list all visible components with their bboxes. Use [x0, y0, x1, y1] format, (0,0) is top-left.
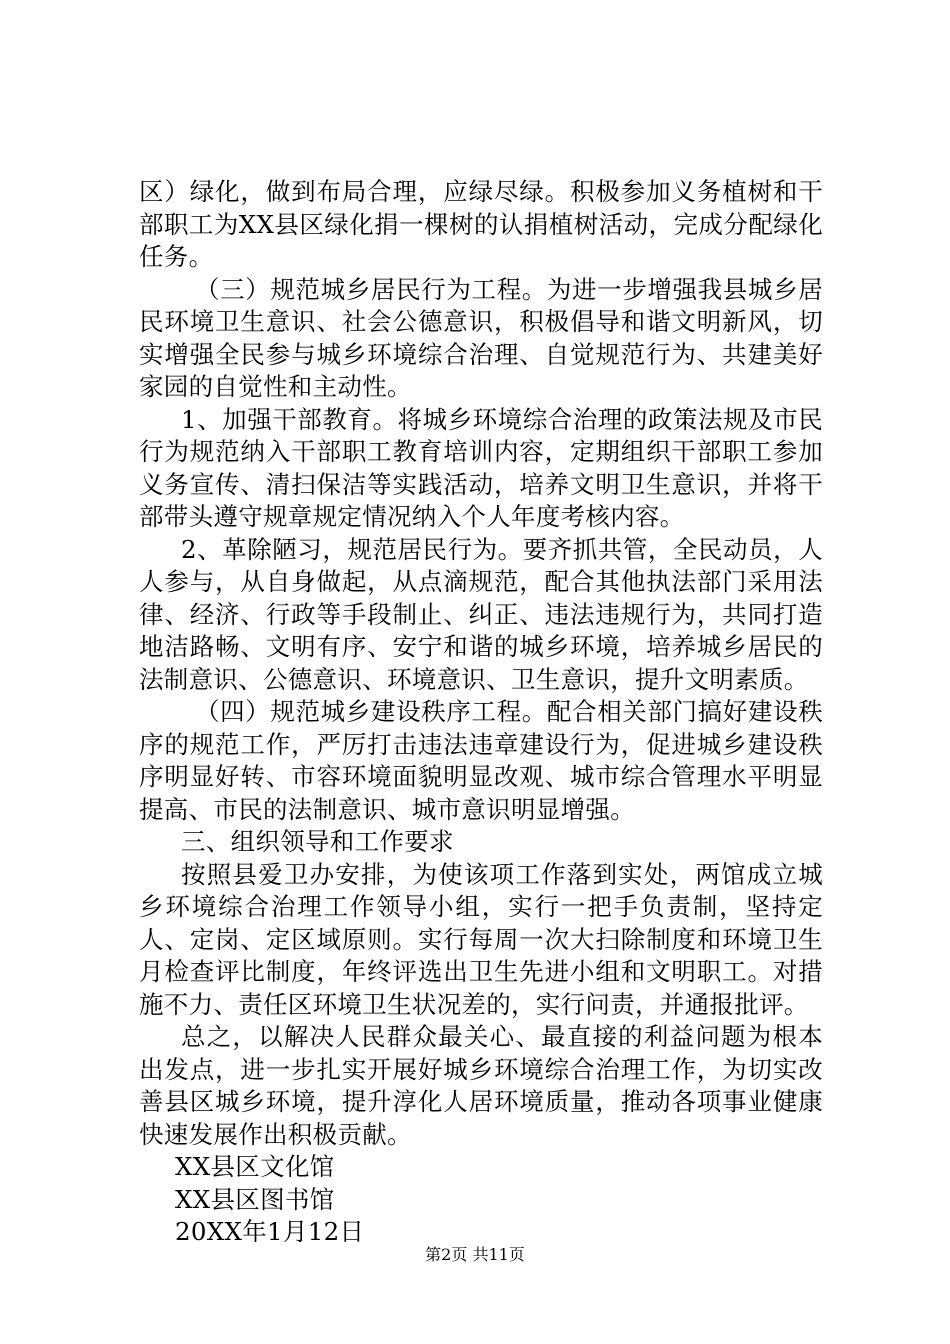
paragraph-conclusion: 总之，以解决人民群众最关心、最直接的利益问题为根本出发点，进一步扎实开展好城乡环境综合治理工作，为切实改善县区城乡环境，提升淳化人居环境质量，推动各项事业健康快速发展作出积极贡献。 [139, 1022, 823, 1149]
paragraph-organization: 按照县爱卫办安排，为使该项工作落到实处，两馆成立城乡环境综合治理工作领导小组，实行一把手负责制，坚持定人、定岗、定区域原则。实行每周一次大扫除制度和环境卫生月检查评比制度，年终评选出卫生先进小组和文明职工。对措施不力、责任区环境卫生状况差的，实行问责，并通报批评。 [139, 859, 823, 1019]
paragraph-item-cadre-education: 1、加强干部教育。将城乡环境综合治理的政策法规及市民行为规范纳入干部职工教育培训内容，定期组织干部职工参加义务宣传、清扫保洁等实践活动，培养文明卫生意识，并将干部带头遵守规章规定情况纳入个人年度考核内容。 [139, 404, 823, 531]
paragraph-section-four: （四）规范城乡建设秩序工程。配合相关部门搞好建设秩序的规范工作，严厉打击违法违章建设行为，促进城乡建设秩序明显好转、市容环境面貌明显改观、城市综合管理水平明显提高、市民的法制意识、城市意识明显增强。 [139, 697, 823, 824]
signature-cultural-center: XX县区文化馆 [175, 1152, 335, 1181]
page-footer [0, 1245, 950, 1265]
paragraph-greening-continuation: 区）绿化，做到布局合理，应绿尽绿。积极参加义务植树和干部职工为XX县区绿化捐一棵树的认捐植树活动，完成分配绿化任务。 [139, 177, 823, 271]
signature-library: XX县区图书馆 [175, 1184, 335, 1214]
paragraph-section-three: （三）规范城乡居民行为工程。为进一步增强我县城乡居民环境卫生意识、社会公德意识，积极倡导和谐文明新风，切实增强全民参与城乡环境综合治理、自觉规范行为、共建美好家园的自觉性和主动性。 [139, 274, 823, 401]
document-body [139, 176, 823, 1249]
paragraph-item-resident-behavior: 2、革除陋习，规范居民行为。要齐抓共管，全民动员，人人参与，从自身做起，从点滴规范，配合其他执法部门采用法律、经济、行政等手段制止、纠正、违法违规行为，共同打造地洁路畅、文明有序、安宁和谐的城乡环境，培养城乡居民的法制意识、公德意识、环境意识、卫生意识，提升文明素质。 [139, 534, 823, 694]
signature-date: 20XX年1月12日 [175, 1217, 365, 1246]
heading-organization-requirements: 三、组织领导和工作要求 [181, 827, 454, 856]
page-number: 第2页 共11页 [425, 1245, 525, 1264]
